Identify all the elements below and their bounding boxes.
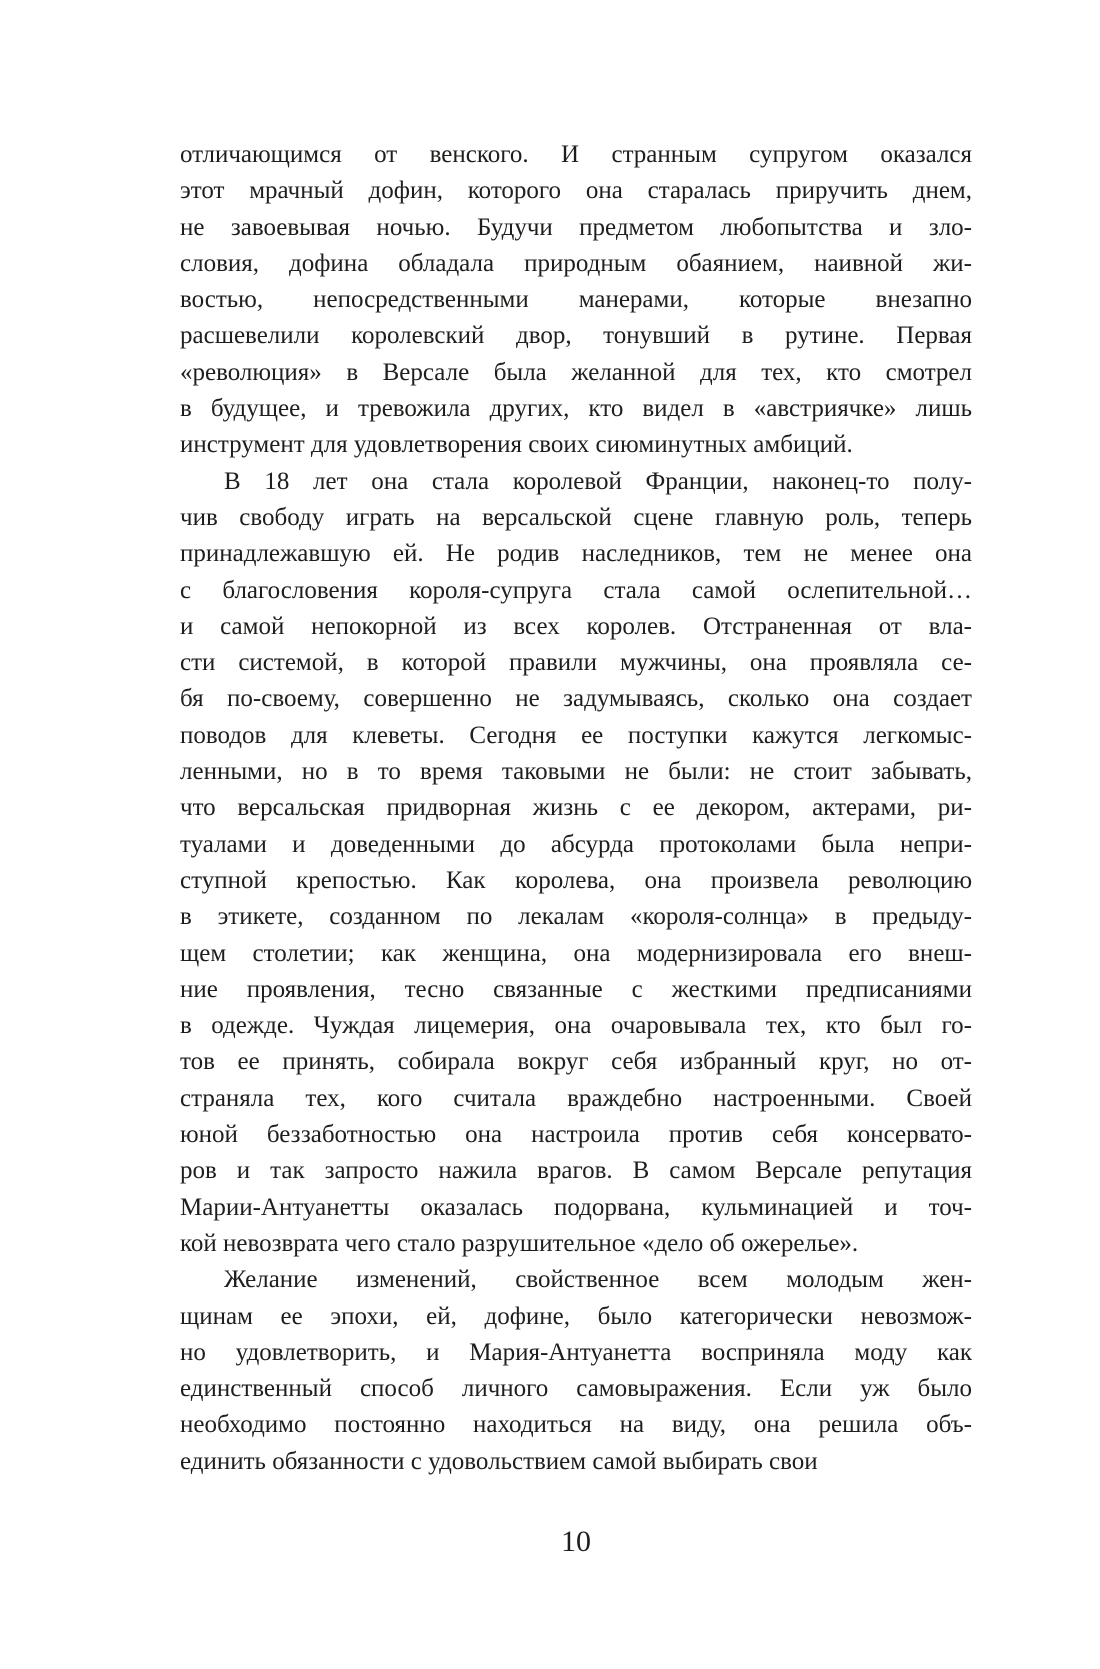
page-number: 10 [561, 1525, 591, 1558]
text-line: тов ее принять, собирала вокруг себя избранный круг, но от- [180, 1048, 972, 1076]
text-line: ленными, но в то время таковыми не были: не стоит забывать, [180, 758, 972, 786]
text-line: но удовлетворить, и Мария-Антуанетта восприняла моду как [180, 1338, 972, 1366]
text-line: отличающимся от венского. И странным супругом оказался [180, 141, 972, 168]
text-line: «революция» в Версале была желанной для тех, кто смотрел [180, 358, 972, 386]
text-line: этот мрачный дофин, которого она старалась приручить днем, [180, 177, 972, 205]
text-line: словия, дофина обладала природным обаянием, наивной жи- [180, 249, 972, 277]
paragraph [180, 464, 972, 1263]
text-line: бя по-своему, совершенно не задумываясь, сколько она создает [180, 685, 972, 713]
text-line: что версальская придворная жизнь с ее декором, актерами, ри- [180, 794, 972, 822]
text-line: Марии-Антуанетты оказалась подорвана, кульминацией и точ- [180, 1193, 972, 1221]
text-line: Желание изменений, свойственное всем молодым жен- [224, 1266, 972, 1294]
text-line: расшевелили королевский двор, тонувший в рутине. Первая [180, 322, 972, 350]
text-line: юной беззаботностью она настроила против себя консервато- [180, 1121, 972, 1149]
text-line: не завоевывая ночью. Будучи предметом любопытства и зло- [180, 213, 972, 241]
page-text [180, 137, 972, 1480]
text-line: единственный способ личного самовыражения. Если уж было [180, 1375, 972, 1403]
text-line: страняла тех, кого считала враждебно настроенными. Своей [180, 1084, 972, 1112]
text-line: востью, непосредственными манерами, которые внезапно [180, 286, 972, 314]
text-line: щем столетии; как женщина, она модернизировала его внеш- [180, 939, 972, 967]
text-line: инструмент для удовлетворения своих сиюминутных амбиций. [180, 431, 853, 459]
text-line: кой невозврата чего стало разрушительное «дело об ожерелье». [180, 1229, 859, 1257]
text-line: с благословения короля-супруга стала самой ослепительной… [180, 576, 972, 604]
text-line: в этикете, созданном по лекалам «короля-солнца» в предыду- [180, 903, 972, 931]
text-line: ров и так запросто нажила врагов. В самом Версале репутация [180, 1157, 972, 1185]
text-line: единить обязанности с удовольствием самой выбирать свои [180, 1447, 818, 1475]
text-line: ступной крепостью. Как королева, она произвела революцию [180, 866, 972, 894]
text-line: в будущее, и тревожила других, кто видел в «австриячке» лишь [180, 395, 972, 423]
text-line: необходимо постоянно находиться на виду, она решила объ- [180, 1411, 972, 1439]
text-line: В 18 лет она стала королевой Франции, наконец-то полу- [224, 467, 972, 495]
text-line: принадлежавшую ей. Не родив наследников, тем не менее она [180, 540, 972, 568]
text-line: туалами и доведенными до абсурда протоколами была непри- [180, 830, 972, 858]
text-line: ние проявления, тесно связанные с жесткими предписаниями [180, 975, 972, 1003]
text-line: в одежде. Чуждая лицемерия, она очаровывала тех, кто был го- [180, 1012, 972, 1040]
text-line: поводов для клеветы. Сегодня ее поступки кажутся легкомыс- [180, 721, 972, 749]
text-line: сти системой, в которой правили мужчины, она проявляла се- [180, 649, 972, 677]
text-line: щинам ее эпохи, ей, дофине, было категорически невозмож- [180, 1302, 972, 1330]
paragraph [180, 1262, 972, 1480]
paragraph [180, 137, 972, 464]
text-line: чив свободу играть на версальской сцене главную роль, теперь [180, 503, 972, 531]
text-line: и самой непокорной из всех королев. Отстраненная от вла- [180, 612, 972, 640]
